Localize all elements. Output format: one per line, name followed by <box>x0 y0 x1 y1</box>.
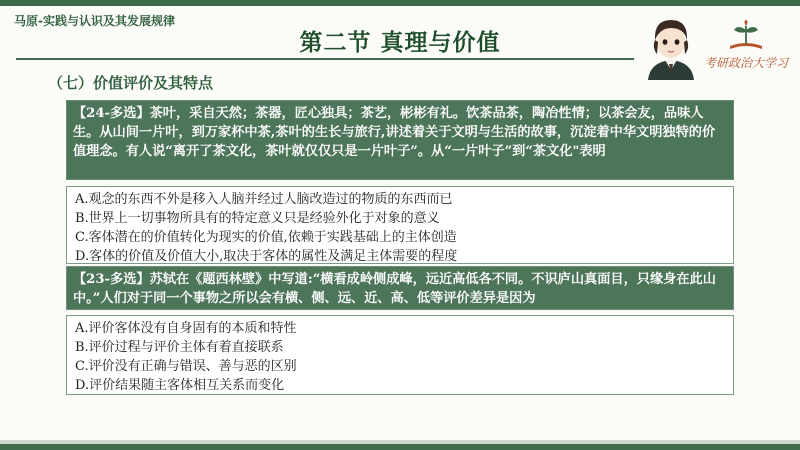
page-title: 第二节 真理与价值 <box>299 29 501 56</box>
option-item: C.客体潜在的价值转化为现实的价值,依赖于实践基础上的主体创造 <box>75 230 457 245</box>
bottom-bar <box>0 444 800 450</box>
option-item: D.评价结果随主客体相互关系而变化 <box>75 378 285 393</box>
section-heading: （七）价值评价及其特点 <box>48 74 214 92</box>
option-item: D.客体的价值及价值大小,取决于客体的属性及满足主体需要的程度 <box>75 249 458 264</box>
option-item: A.观念的东西不外是移入人脑并经过人脑改造过的物质的东西而已 <box>75 192 453 207</box>
brand-text: 考研政治大学习 <box>703 56 788 70</box>
leaf-book-logo-icon <box>726 20 766 52</box>
option-item: B.世界上一切事物所具有的特定意义只是经验外化于对象的意义 <box>75 211 440 226</box>
options-box <box>66 315 734 395</box>
options-box <box>66 186 734 264</box>
question-box: 【24-多选】茶叶，采自天然；茶器，匠心独具；茶艺，彬彬有礼。饮茶品茶，陶冶性情；以茶会友，品味人生。从山间一片叶，到万家杯中茶,茶叶的生长与旅行,讲述着关于文明与生活的故事，沉淀着中华文明独特的价值理念。有人说“离开了茶文化，茶叶就仅仅只是一片叶子”。从“一片叶子”到“茶文化"表明 <box>66 100 734 180</box>
option-item: C.评价没有正确与错误、善与恶的区别 <box>75 359 297 374</box>
title-divider <box>16 58 634 60</box>
course-label: 马原-实践与认识及其发展规律 <box>14 14 175 28</box>
question-box: 【23-多选】苏轼在《题西林壁》中写道:“横看成岭侧成峰，远近高低各不同。不识庐山真面目，只缘身在此山中。”人们对于同一个事物之所以会有横、侧、远、近、高、低等评价差异是因为 <box>66 266 734 310</box>
top-accent-bar <box>0 0 800 6</box>
option-item: A.评价客体没有自身固有的本质和特性 <box>75 321 297 336</box>
brand-logo <box>700 20 792 78</box>
option-item: B.评价过程与评价主体有着直接联系 <box>75 340 284 355</box>
avatar <box>640 14 702 80</box>
